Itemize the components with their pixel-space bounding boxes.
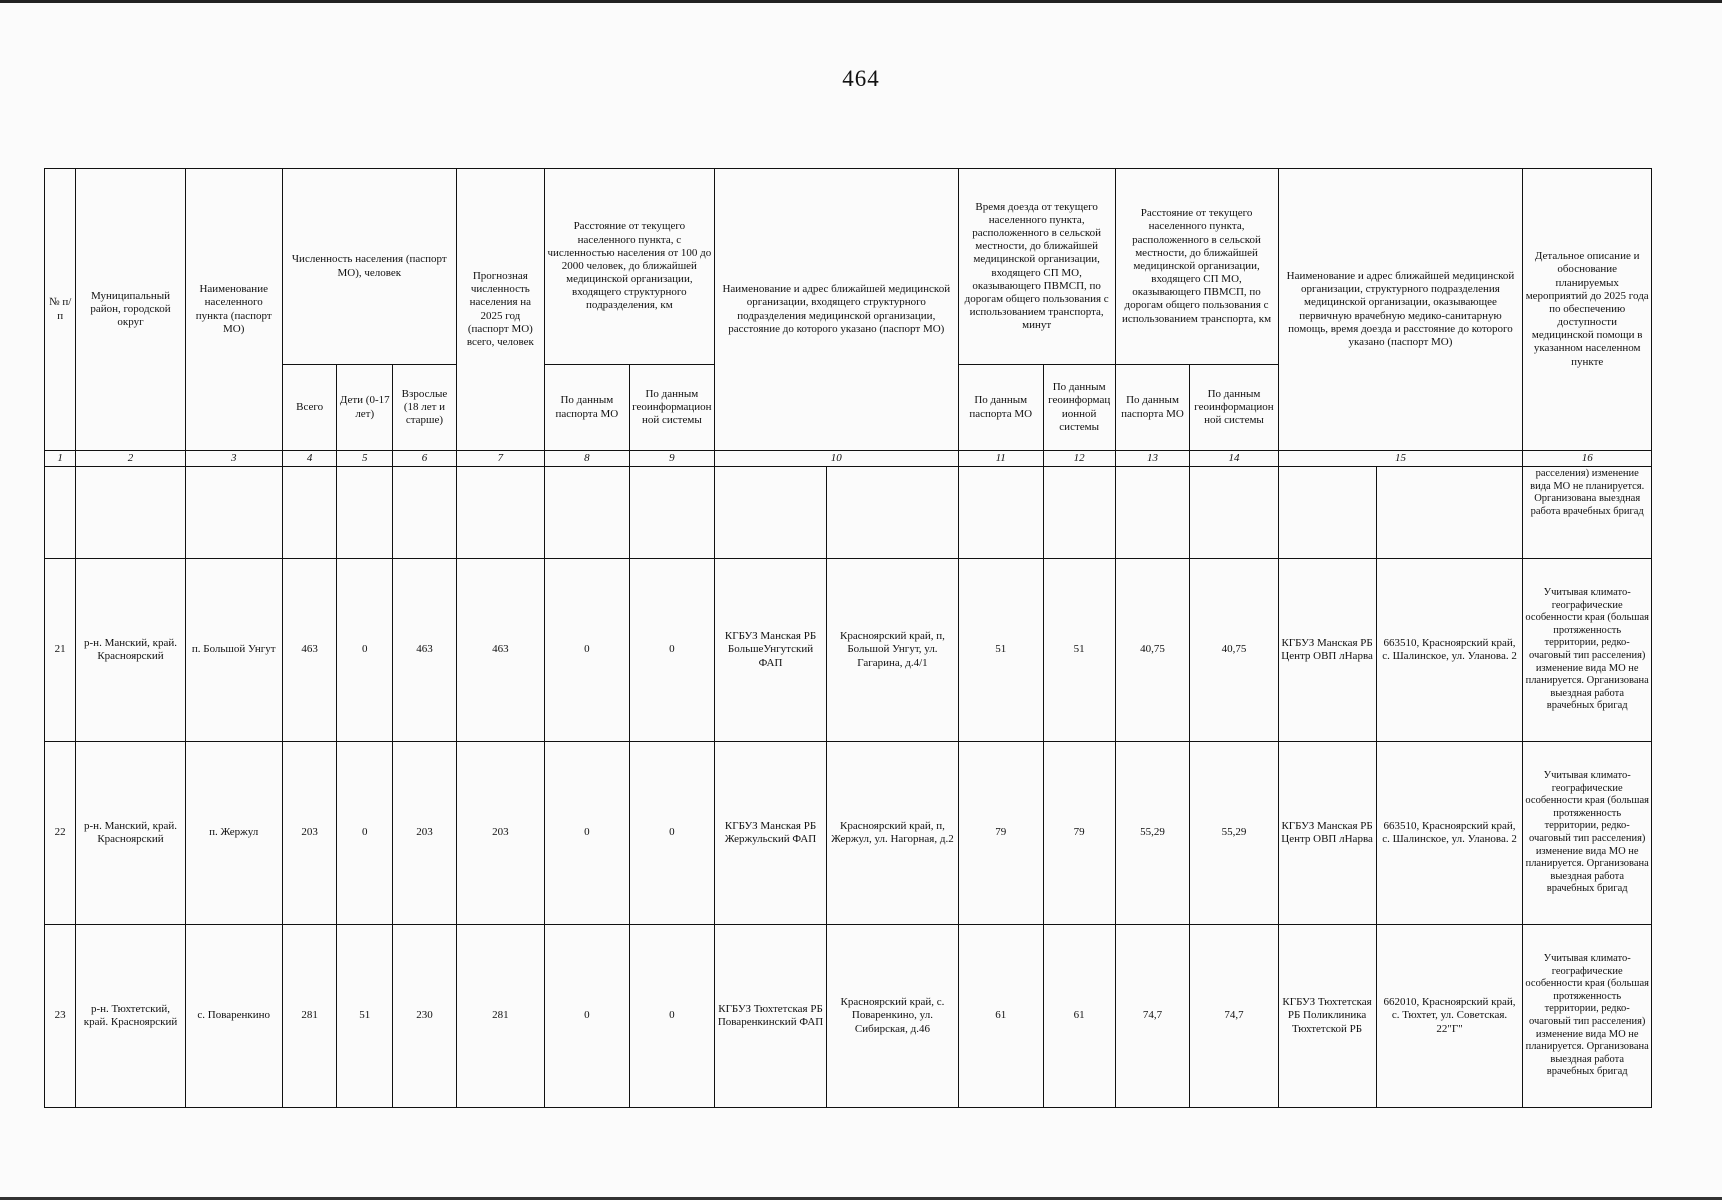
header-row-top [45,169,1652,365]
header-time-passport: По данным паспорта МО [958,365,1043,451]
time-gis: 79 [1043,742,1115,925]
district-cell: р-н. Манский, край. Красноярский [76,742,185,925]
empty-cell [827,467,959,559]
header-distance-group: Расстояние от текущего населенного пункта, с численностью населения от 100 до 2000 человек, до ближайшей медицинской организации, входящего структурного подразделения, км [544,169,714,365]
column-number: 5 [337,451,393,467]
population-adults: 230 [393,925,457,1108]
column-number: 3 [185,451,282,467]
population-total: 203 [282,742,337,925]
empty-cell [337,467,393,559]
row-number: 23 [45,925,76,1108]
header-forecast: Прогнозная численность населения на 2025 год (паспорт МО) всего, человек [456,169,544,451]
empty-cell [393,467,457,559]
continuation-description: расселения) изменение вида МО не планируется. Организована выездная работа врачебных бригад [1523,467,1652,559]
km-gis: 74,7 [1190,925,1278,1108]
nearest-mo-address: Красноярский край, п, Большой Унгут, ул. Гагарина, д.4/1 [827,559,959,742]
district-cell: р-н. Тюхтетский, край. Красноярский [76,925,185,1108]
table-row [45,925,1652,1108]
row-number: 21 [45,559,76,742]
time-gis: 61 [1043,925,1115,1108]
header-population-group: Численность населения (паспорт МО), человек [282,169,456,365]
empty-cell [456,467,544,559]
nearest-mo-address: Красноярский край, с. Поваренкино, ул. Сибирская, д.46 [827,925,959,1108]
distance-passport: 0 [544,559,629,742]
distance-passport: 0 [544,742,629,925]
empty-cell [544,467,629,559]
empty-cell [1376,467,1523,559]
column-number: 2 [76,451,185,467]
empty-cell [1190,467,1278,559]
empty-cell [185,467,282,559]
column-number-row [45,451,1652,467]
header-km-gis: По данным геоинформационной системы [1190,365,1278,451]
population-children: 0 [337,559,393,742]
column-number: 13 [1115,451,1190,467]
settlement-cell: п. Большой Унгут [185,559,282,742]
population-children: 51 [337,925,393,1108]
settlement-cell: с. Поваренкино [185,925,282,1108]
district-cell: р-н. Манский, край. Красноярский [76,559,185,742]
pvmsp-name: КГБУЗ Тюхтетская РБ Поликлиника Тюхтетской РБ [1278,925,1376,1108]
empty-cell [1043,467,1115,559]
continuation-row [45,467,1652,559]
population-children: 0 [337,742,393,925]
column-number: 6 [393,451,457,467]
distance-gis: 0 [629,742,714,925]
km-passport: 55,29 [1115,742,1190,925]
pvmsp-name: КГБУЗ Манская РБ Центр ОВП лНарва [1278,559,1376,742]
column-number: 16 [1523,451,1652,467]
table-row [45,559,1652,742]
population-adults: 203 [393,742,457,925]
nearest-mo-address: Красноярский край, п, Жержул, ул. Нагорная, д.2 [827,742,959,925]
settlement-cell: п. Жержул [185,742,282,925]
row-number: 22 [45,742,76,925]
description-cell: Учитывая климато-географические особенности края (большая протяженность территории, редко-очаговый тип расселения) изменение вида МО не планируется. Организована выездная работа врачебных бригад [1523,559,1652,742]
empty-cell [45,467,76,559]
header-dist-passport: По данным паспорта МО [544,365,629,451]
nearest-mo-name: КГБУЗ Тюхтетская РБ Поваренкинский ФАП [714,925,826,1108]
header-km-passport: По данным паспорта МО [1115,365,1190,451]
header-children: Дети (0-17 лет) [337,365,393,451]
accessibility-table [44,168,1652,1108]
header-num: № п/п [45,169,76,451]
header-travel-km-group: Расстояние от текущего населенного пункта, расположенного в сельской местности, до ближайшей медицинской организации, входящего СП МО, оказывающего ПВМСП, по дорогам общего пользования с использованием транспорта, км [1115,169,1278,365]
population-adults: 463 [393,559,457,742]
column-number: 4 [282,451,337,467]
km-gis: 55,29 [1190,742,1278,925]
scan-edge-top [0,0,1722,3]
header-time-gis: По данным геоинформационной системы [1043,365,1115,451]
km-gis: 40,75 [1190,559,1278,742]
column-number: 14 [1190,451,1278,467]
description-cell: Учитывая климато-географические особенности края (большая протяженность территории, редко-очаговый тип расселения) изменение вида МО не планируется. Организована выездная работа врачебных бригад [1523,742,1652,925]
column-number: 10 [714,451,958,467]
time-gis: 51 [1043,559,1115,742]
pvmsp-name: КГБУЗ Манская РБ Центр ОВП лНарва [1278,742,1376,925]
time-passport: 61 [958,925,1043,1108]
empty-cell [1278,467,1376,559]
description-cell: Учитывая климато-географические особенности края (большая протяженность территории, редко-очаговый тип расселения) изменение вида МО не планируется. Организована выездная работа врачебных бригад [1523,925,1652,1108]
empty-cell [282,467,337,559]
forecast-cell: 203 [456,742,544,925]
header-settlement: Наименование населенного пункта (паспорт МО) [185,169,282,451]
population-total: 463 [282,559,337,742]
pvmsp-address: 662010, Красноярский край, с. Тюхтет, ул. Советская. 22"Г" [1376,925,1523,1108]
column-number: 9 [629,451,714,467]
header-nearest-mo: Наименование и адрес ближайшей медицинской организации, входящего структурного подразделения медицинской организации, расстояние до которого указано (паспорт МО) [714,169,958,451]
empty-cell [1115,467,1190,559]
time-passport: 51 [958,559,1043,742]
population-total: 281 [282,925,337,1108]
km-passport: 74,7 [1115,925,1190,1108]
column-number: 11 [958,451,1043,467]
header-total: Всего [282,365,337,451]
table-row [45,742,1652,925]
column-number: 15 [1278,451,1523,467]
forecast-cell: 281 [456,925,544,1108]
km-passport: 40,75 [1115,559,1190,742]
forecast-cell: 463 [456,559,544,742]
empty-cell [76,467,185,559]
distance-passport: 0 [544,925,629,1108]
header-pvmsp-mo: Наименование и адрес ближайшей медицинской организации, структурного подразделения медицинской организации, оказывающее первичную врачебную медико-санитарную помощь, время доезда и расстояние до которого указано (паспорт МО) [1278,169,1523,451]
pvmsp-address: 663510, Красноярский край, с. Шалинское, ул. Уланова. 2 [1376,559,1523,742]
column-number: 1 [45,451,76,467]
column-number: 8 [544,451,629,467]
time-passport: 79 [958,742,1043,925]
header-travel-time-group: Время доезда от текущего населенного пункта, расположенного в сельской местности, до ближайшей медицинской организации, входящего СП МО, оказывающего ПВМСП, по дорогам общего пользования с использованием транспорта, минут [958,169,1115,365]
empty-cell [629,467,714,559]
header-district: Муниципальный район, городской округ [76,169,185,451]
empty-cell [714,467,826,559]
empty-cell [958,467,1043,559]
header-adults: Взрослые (18 лет и старше) [393,365,457,451]
page-number: 464 [842,66,880,91]
nearest-mo-name: КГБУЗ Манская РБ БольшеУнгутский ФАП [714,559,826,742]
column-number: 12 [1043,451,1115,467]
header-description: Детальное описание и обоснование планируемых мероприятий до 2025 года по обеспечению доступности медицинской помощи в указанном населенном пункте [1523,169,1652,451]
column-number: 7 [456,451,544,467]
header-dist-gis: По данным геоинформационной системы [629,365,714,451]
pvmsp-address: 663510, Красноярский край, с. Шалинское, ул. Уланова. 2 [1376,742,1523,925]
distance-gis: 0 [629,559,714,742]
nearest-mo-name: КГБУЗ Манская РБ Жержульский ФАП [714,742,826,925]
distance-gis: 0 [629,925,714,1108]
